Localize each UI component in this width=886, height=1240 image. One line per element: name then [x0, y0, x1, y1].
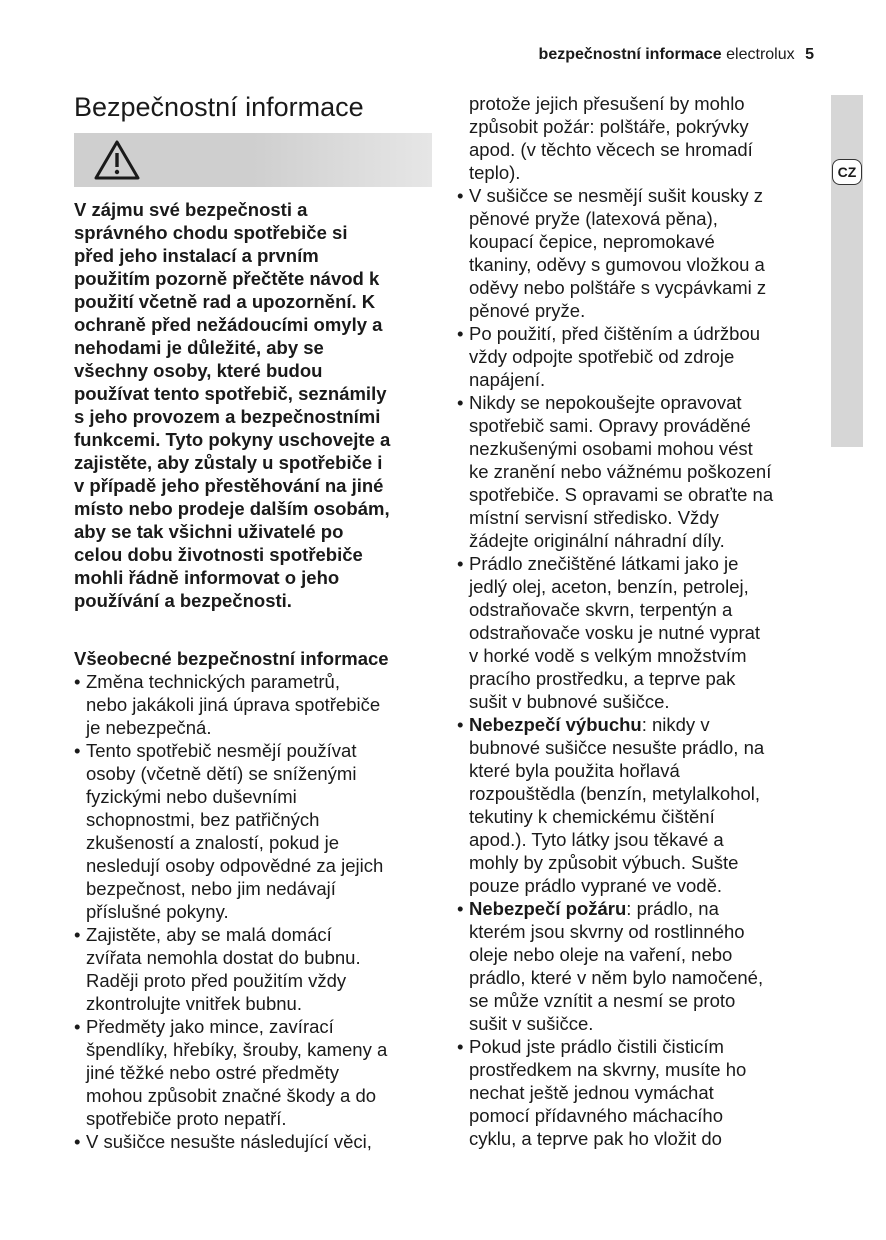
text-line: jiné těžké nebo ostré předměty: [86, 1062, 339, 1083]
text-line: vždy odpojte spotřebič od zdroje: [469, 346, 735, 367]
text-line: příslušné pokyny.: [86, 901, 229, 922]
warning-term: Nebezpečí požáru: [469, 898, 627, 919]
text-line: oděvy nebo polštáře s vycpávkami z: [469, 277, 767, 298]
text-line: se může vznítit a nesmí se proto: [469, 990, 736, 1011]
text-line: spotřebiče. S opravami se obraťte na: [469, 484, 774, 505]
text-line: oleje nebo oleje na vaření, nebo: [469, 944, 733, 965]
text-line: odstraňovače skvrn, terpentýn a: [469, 599, 733, 620]
text-line: • Pokud jste prádlo čistili čisticím: [469, 1036, 724, 1057]
text-line: nechat ještě jednou vymáchat: [469, 1082, 714, 1103]
left-column: [74, 90, 432, 1153]
header-brand: electrolux: [726, 46, 795, 63]
text-line: bubnové sušičce nesušte prádlo, na: [469, 737, 765, 758]
text-line: používat tento spotřebič, seznámily: [74, 383, 387, 404]
text-line: tekutiny k chemickému čištění: [469, 806, 715, 827]
text-line: pomocí přídavného máchacího: [469, 1105, 724, 1126]
text-line: funkcemi. Tyto pokyny uschovejte a: [74, 429, 391, 450]
text-line: místo nebo prodeje dalším osobám,: [74, 498, 390, 519]
header-section: bezpečnostní informace: [538, 46, 722, 63]
text-line: protože jejich přesušení by mohlo: [469, 93, 745, 114]
text-line: v horké vodě s velkým množstvím: [469, 645, 747, 666]
text-line: sušit v sušičce.: [469, 1013, 594, 1034]
text-line: mohou způsobit značné škody a do: [86, 1085, 377, 1106]
language-badge: CZ: [832, 159, 862, 185]
text-line: • Prádlo znečištěné látkami jako je: [469, 553, 739, 574]
text-line: • Tento spotřebič nesmějí používat: [86, 740, 357, 761]
text-line: [469, 713, 817, 736]
text-line: špendlíky, hřebíky, šrouby, kameny a: [86, 1039, 388, 1060]
text-line: před jeho instalací a prvním: [74, 245, 319, 266]
page-title: Bezpečnostní informace: [74, 92, 364, 122]
text-line: osoby (včetně dětí) se sníženými: [86, 763, 357, 784]
text-line: nezkušenými osobami mohou vést: [469, 438, 753, 459]
text-line: které byla použita hořlavá: [469, 760, 680, 781]
bullet-item: [74, 1015, 432, 1130]
bullet-item: [457, 897, 817, 1035]
text-line: • Předměty jako mince, zavírací: [86, 1016, 334, 1037]
text-line: zkontrolujte vnitřek bubnu.: [86, 993, 302, 1014]
text-line: je nebezpečná.: [86, 717, 212, 738]
warning-term: Nebezpečí výbuchu: [469, 714, 642, 735]
text-line: nebo jakákoli jiná úprava spotřebiče: [86, 694, 381, 715]
bullet-item: [74, 739, 432, 923]
bullet-item: [457, 1035, 817, 1150]
text-line: mohly by způsobit výbuch. Sušte: [469, 852, 739, 873]
side-tab: [831, 95, 863, 447]
left-bullet-list: [74, 670, 432, 1153]
text-line: prostředkem na skvrny, musíte ho: [469, 1059, 747, 1080]
text-line: teplo).: [469, 162, 521, 183]
bullet-item: [74, 923, 432, 1015]
text-line: apod. (v těchto věcech se hromadí: [469, 139, 753, 160]
text-line: sušit v bubnové sušičce.: [469, 691, 670, 712]
text-line: použití včetně rad a upozornění. K: [74, 291, 376, 312]
text-line: nesledují osoby odpovědné za jejich: [86, 855, 384, 876]
bullet-item: [457, 322, 817, 391]
text-line: • Nikdy se nepokoušejte opravovat: [469, 392, 742, 413]
bullet-item: [457, 184, 817, 322]
text-line: apod.). Tyto látky jsou těkavé a: [469, 829, 724, 850]
text-line: napájení.: [469, 369, 546, 390]
text-line: • Po použití, před čištěním a údržbou: [469, 323, 761, 344]
text-line: V zájmu své bezpečnosti a: [74, 199, 308, 220]
text-line: zajistěte, aby zůstaly u spotřebiče i: [74, 452, 383, 473]
text-line: zkušeností a znalostí, pokud je: [86, 832, 339, 853]
page-number: 5: [805, 46, 814, 63]
text-line: • V sušičce se nesmějí sušit kousky z: [469, 185, 764, 206]
text-line: rozpouštědla (benzín, metylalkohol,: [469, 783, 761, 804]
text-fragment: : prádlo, na: [626, 898, 719, 919]
text-line: kterém jsou skvrny od rostlinného: [469, 921, 745, 942]
text-line: aby se tak všichni uživatelé po: [74, 521, 344, 542]
text-line: odstraňovače vosku je nutné vyprat: [469, 622, 761, 643]
text-line: fyzickými nebo duševními: [86, 786, 297, 807]
text-line: koupací čepice, nepromokavé: [469, 231, 715, 252]
bullet-item: [457, 713, 817, 897]
text-line: • Změna technických parametrů,: [86, 671, 340, 692]
text-line: žádejte originální náhradní díly.: [469, 530, 725, 551]
text-line: nehodami je důležité, aby se: [74, 337, 324, 358]
text-line: prádlo, které v něm bylo namočené,: [469, 967, 764, 988]
text-line: používání a bezpečnosti.: [74, 590, 292, 611]
text-fragment: : nikdy v: [641, 714, 710, 735]
text-line: pěnové pryže.: [469, 300, 586, 321]
continuation-text: [457, 92, 817, 184]
text-line: ke zranění nebo vážnému poškození: [469, 461, 772, 482]
text-line: všechny osoby, které budou: [74, 360, 323, 381]
warning-triangle-icon: [93, 139, 141, 181]
text-line: Raději proto před použitím vždy: [86, 970, 347, 991]
text-line: [469, 897, 817, 920]
right-bullet-list: [457, 184, 817, 1150]
text-line: cyklu, a teprve pak ho vložit do: [469, 1128, 722, 1149]
bullet-item: [457, 391, 817, 552]
text-line: • V sušičce nesušte následující věci,: [86, 1131, 372, 1152]
text-line: jedlý olej, aceton, benzín, petrolej,: [469, 576, 749, 597]
text-line: bezpečnost, nebo jim nedávají: [86, 878, 336, 899]
text-line: ochraně před nežádoucími omyly a: [74, 314, 383, 335]
text-line: místní servisní středisko. Vždy: [469, 507, 719, 528]
bullet-item: [457, 552, 817, 713]
text-line: tkaniny, oděvy s gumovou vložkou a: [469, 254, 765, 275]
text-line: schopnostmi, bez patřičných: [86, 809, 320, 830]
section-heading: Všeobecné bezpečnostní informace: [74, 648, 389, 669]
text-line: celou dobu životnosti spotřebiče: [74, 544, 363, 565]
text-line: spotřebiče proto nepatří.: [86, 1108, 287, 1129]
bullet-item: [74, 1130, 432, 1153]
text-line: správného chodu spotřebiče si: [74, 222, 348, 243]
right-column: [457, 92, 817, 1150]
text-line: zvířata nemohla dostat do bubnu.: [86, 947, 361, 968]
text-line: spotřebič sami. Opravy prováděné: [469, 415, 751, 436]
text-line: mohli řádně informovat o jeho: [74, 567, 340, 588]
text-line: pěnové pryže (latexová pěna),: [469, 208, 718, 229]
bullet-item: [74, 670, 432, 739]
text-line: v případě jeho přestěhování na jiné: [74, 475, 384, 496]
warning-banner: [74, 133, 432, 187]
text-line: pracího prostředku, a teprve pak: [469, 668, 736, 689]
text-line: pouze prádlo vyprané ve vodě.: [469, 875, 723, 896]
text-line: použitím pozorně přečtěte návod k: [74, 268, 380, 289]
intro-paragraph: [74, 198, 432, 612]
text-line: s jeho provozem a bezpečnostními: [74, 406, 381, 427]
text-line: způsobit požár: polštáře, pokrývky: [469, 116, 749, 137]
text-line: • Zajistěte, aby se malá domácí: [86, 924, 332, 945]
running-header: [539, 46, 814, 64]
